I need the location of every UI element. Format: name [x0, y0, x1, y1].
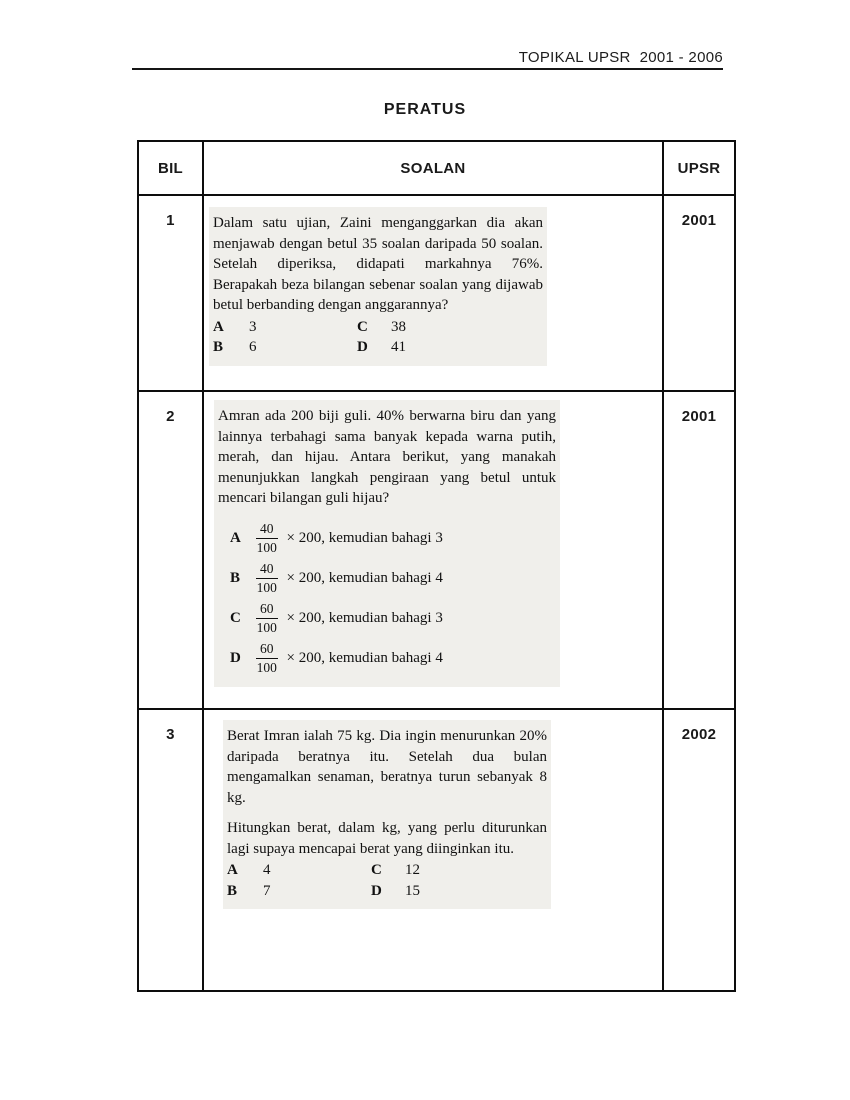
option-letter: B: [213, 339, 224, 355]
option-letter: D: [371, 882, 382, 899]
option-row: [218, 639, 556, 679]
option-value: 4: [263, 862, 271, 878]
question-block: [223, 720, 551, 909]
question-row-3: [138, 709, 735, 991]
question-block: [209, 207, 547, 366]
question-number: 2: [138, 391, 203, 709]
option-value: 41: [391, 339, 406, 355]
question-text: Hitungkan berat, dalam kg, yang perlu diturunkan lagi supaya mencapai berat yang diinginkan itu.: [227, 820, 547, 857]
option-text: × 200, kemudian bahagi 4: [286, 570, 443, 587]
table-header-row: [138, 141, 735, 195]
option-letter: B: [227, 882, 238, 899]
fraction: [256, 521, 278, 555]
option-value: 15: [405, 882, 420, 899]
header-rule: [132, 68, 723, 70]
fraction-numerator: 60: [256, 641, 278, 659]
fraction-denominator: 100: [256, 620, 277, 635]
option-value: 12: [405, 862, 420, 878]
question-year: 2001: [663, 195, 735, 391]
question-block: [214, 400, 560, 687]
question-year: 2001: [663, 391, 735, 709]
page-title: PERATUS: [383, 101, 467, 118]
fraction-denominator: 100: [256, 540, 277, 555]
option-text: × 200, kemudian bahagi 3: [286, 610, 443, 627]
option-value: 7: [263, 882, 271, 899]
option-row: [218, 599, 556, 639]
page-header-text: TOPIKAL UPSR 2001 - 2006: [518, 49, 723, 66]
option-value: 6: [249, 339, 257, 355]
question-text: Amran ada 200 biji guli. 40% berwarna biru dan yang lainnya terbahagi sama banyak kepada warna putih, merah, dan hijau. Antara berikut, yang manakah menunjukkan langkah pengiraan yang betul untuk mencari bilangan guli hijau?: [218, 408, 556, 506]
option-row: [218, 559, 556, 599]
option-letter: D: [230, 650, 241, 667]
option-letter: A: [213, 318, 224, 335]
fraction-numerator: 40: [256, 561, 278, 579]
answer-options: [213, 317, 543, 358]
answer-options: [218, 519, 556, 679]
option-value: 3: [249, 318, 257, 335]
option-letter: A: [230, 530, 241, 547]
option-row: [218, 519, 556, 559]
fraction-denominator: 100: [256, 580, 277, 595]
question-row-2: [138, 391, 735, 709]
option-letter: D: [357, 339, 368, 355]
fraction: [256, 601, 278, 635]
fraction-numerator: 40: [256, 521, 278, 539]
fraction-numerator: 60: [256, 601, 278, 619]
fraction: [256, 561, 278, 595]
option-letter: C: [371, 862, 382, 878]
question-row-1: [138, 195, 735, 391]
question-year: 2002: [663, 709, 735, 991]
option-text: × 200, kemudian bahagi 4: [286, 650, 443, 667]
fraction-denominator: 100: [256, 660, 277, 675]
question-text: Berat Imran ialah 75 kg. Dia ingin menurunkan 20% daripada beratnya itu. Setelah dua bulan mengamalkan senaman, beratnya turun sebanyak 8 kg.: [227, 728, 547, 806]
option-letter: B: [230, 570, 241, 587]
option-letter: C: [357, 318, 368, 335]
question-text: Dalam satu ujian, Zaini menganggarkan dia akan menjawab dengan betul 35 soalan daripada 50 soalan. Setelah diperiksa, didapati markahnya 76%. Berapakah beza bilangan sebenar soalan yang dijawab betul berbanding dengan anggarannya?: [213, 215, 543, 313]
column-header-upsr: UPSR: [663, 141, 735, 195]
question-number: 1: [138, 195, 203, 391]
column-header-bil: BIL: [138, 141, 203, 195]
option-letter: A: [227, 862, 238, 878]
answer-options: [227, 860, 547, 901]
question-number: 3: [138, 709, 203, 991]
fraction: [256, 641, 278, 675]
option-text: × 200, kemudian bahagi 3: [286, 530, 443, 547]
option-value: 38: [391, 318, 406, 335]
option-letter: C: [230, 610, 241, 627]
column-header-soalan: SOALAN: [203, 141, 663, 195]
question-table: [137, 140, 736, 992]
